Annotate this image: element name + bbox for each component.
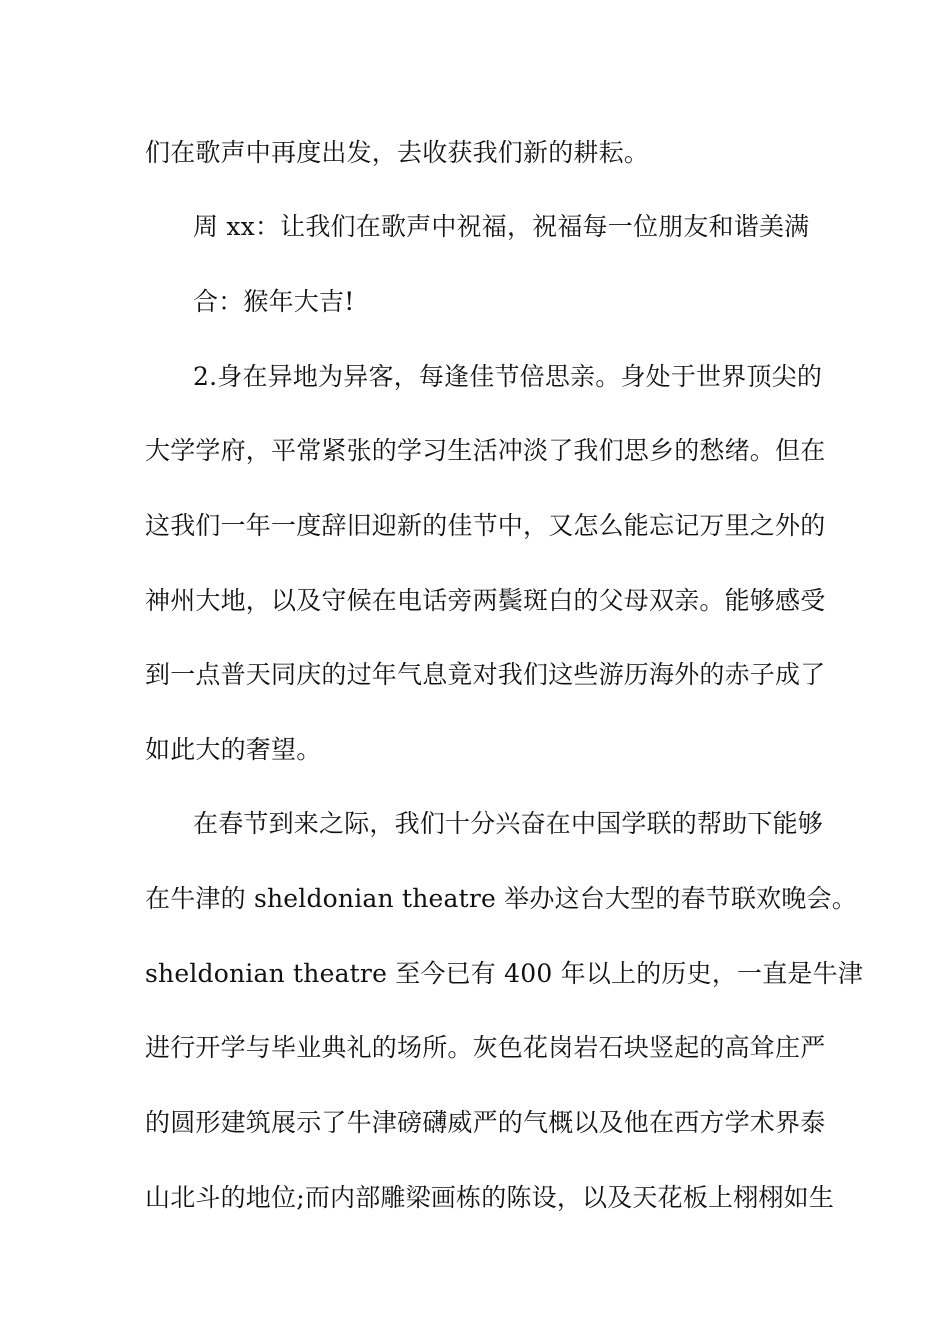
- text-line: 们在歌声中再度出发，去收获我们新的耕耘。: [145, 138, 650, 167]
- text-line: 合：猴年大吉!: [193, 287, 355, 316]
- text-line: 到一点普天同庆的过年气息竟对我们这些游历海外的赤子成了: [145, 660, 826, 689]
- text-line: 2.身在异地为异客，每逢佳节倍思亲。身处于世界顶尖的: [193, 362, 823, 391]
- text-line: 神州大地，以及守候在电话旁两鬓斑白的父母双亲。能够感受: [145, 586, 826, 615]
- text-line: 在牛津的 sheldonian theatre 举办这台大型的春节联欢晚会。: [145, 884, 857, 913]
- text-line: 这我们一年一度辞旧迎新的佳节中，又怎么能忘记万里之外的: [145, 511, 826, 540]
- text-line: sheldonian theatre 至今已有 400 年以上的历史，一直是牛津: [145, 959, 864, 988]
- text-line: 在春节到来之际，我们十分兴奋在中国学联的帮助下能够: [193, 809, 824, 838]
- text-line: 周 xx：让我们在歌声中祝福，祝福每一位朋友和谐美满: [193, 212, 810, 241]
- text-line: 山北斗的地位;而内部雕梁画栋的陈设，以及天花板上栩栩如生: [145, 1183, 835, 1212]
- text-line: 如此大的奢望。: [145, 735, 322, 764]
- text-line: 的圆形建筑展示了牛津磅礴威严的气概以及他在西方学术界泰: [145, 1108, 826, 1137]
- text-line: 进行开学与毕业典礼的场所。灰色花岗岩石块竖起的高耸庄严: [145, 1033, 826, 1062]
- text-line: 大学学府，平常紧张的学习生活冲淡了我们思乡的愁绪。但在: [145, 436, 826, 465]
